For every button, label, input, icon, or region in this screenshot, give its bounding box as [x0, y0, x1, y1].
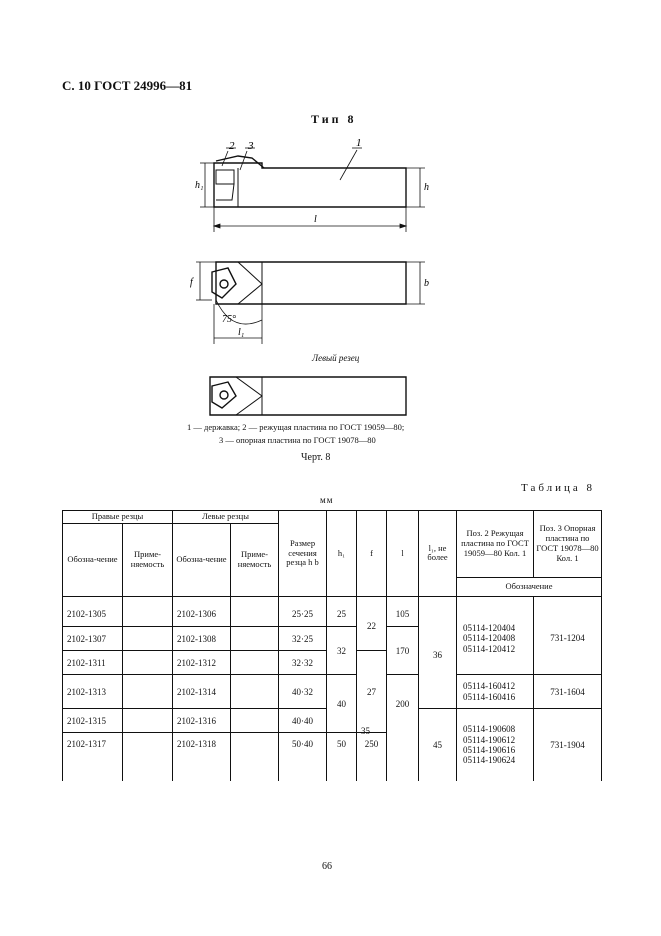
dim-b: b [424, 278, 429, 289]
header-h1: h₁ [327, 511, 357, 597]
left-designation: 2102-1306 [173, 603, 231, 627]
header-right-applicability: Приме-няемость [123, 523, 173, 596]
callout-2: 2 [229, 140, 235, 152]
left-designation: 2102-1308 [173, 627, 231, 651]
header-left-cutters: Левые резцы [173, 511, 279, 524]
section-size: 32·25 [279, 627, 327, 651]
support-plate-1: 731-1204 [534, 603, 602, 675]
left-designation: 2102-1318 [173, 733, 231, 781]
dim-f: f [190, 277, 193, 288]
dim-l1: l₁ [238, 327, 245, 338]
dim-h1: h₁ [195, 180, 204, 191]
dim-l: l [314, 214, 317, 225]
page-header: С. 10 ГОСТ 24996—81 [62, 78, 193, 93]
spec-table [62, 510, 602, 781]
table-units: мм [320, 495, 334, 505]
h1-value: 32 [327, 627, 357, 675]
header-l: l [387, 511, 419, 597]
callout-3: 3 [248, 140, 254, 152]
header-pos3: Поз. 3 Опорная пластина по ГОСТ 19078—80 Кол. 1 [534, 511, 602, 578]
cutting-plates-group-3: 05114-190608 05114-190612 05114-190616 05114-190624 [457, 709, 534, 781]
h1-value: 50 [327, 733, 357, 781]
header-left-applicability: Приме-няемость [231, 523, 279, 596]
right-designation: 2102-1307 [63, 627, 123, 651]
l-value: 105 [387, 603, 419, 627]
dim-h: h [424, 182, 429, 193]
side-view [214, 156, 406, 207]
header-left-designation: Обозна-чение [173, 523, 231, 596]
f-value: 27 [357, 651, 387, 733]
legend [187, 421, 404, 447]
h1-value: 40 [327, 675, 357, 733]
left-designation: 2102-1312 [173, 651, 231, 675]
left-cutter-view [210, 377, 406, 415]
right-designation: 2102-1311 [63, 651, 123, 675]
top-view [212, 262, 406, 304]
left-designation: 2102-1314 [173, 675, 231, 709]
l-value: 200 [387, 675, 419, 733]
legend-line-2: 3 — опорная пластина по ГОСТ 19078—80 [219, 435, 376, 445]
left-cutter-caption: Левый резец [312, 353, 360, 363]
header-right-cutters: Правые резцы [63, 511, 173, 524]
table-title: Таблица 8 [521, 482, 596, 494]
header-l1: l₁, не более [419, 511, 457, 597]
header-section-size: Размер сечения резца h b [279, 511, 327, 597]
f-value-35: 35 [361, 726, 370, 736]
dim-angle: 75° [222, 314, 236, 325]
right-designation: 2102-1317 [63, 733, 123, 781]
l-value: 250 [357, 733, 387, 781]
section-size: 32·32 [279, 651, 327, 675]
table-row [63, 603, 602, 627]
support-plate-2: 731-1604 [534, 675, 602, 709]
callout-1: 1 [356, 137, 362, 149]
page-number: 66 [322, 861, 332, 872]
right-designation: 2102-1315 [63, 709, 123, 733]
header-designation-sub: Обозначение [457, 577, 602, 596]
f-value: 22 [357, 603, 387, 651]
cutting-plates-group-1: 05114-120404 05114-120408 05114-120412 [457, 603, 534, 675]
header-pos2: Поз. 2 Режущая пластина по ГОСТ 19059—80 Кол. 1 [457, 511, 534, 578]
l-value: 170 [387, 627, 419, 675]
section-size: 50·40 [279, 733, 327, 781]
left-designation: 2102-1316 [173, 709, 231, 733]
type-title: Тип 8 [311, 112, 357, 126]
support-plate-3: 731-1904 [534, 709, 602, 781]
section-size: 40·32 [279, 675, 327, 709]
legend-line-1: 1 — державка; 2 — режущая пластина по ГОСТ 19059—80; [187, 422, 405, 432]
l1-value: 36 [419, 603, 457, 709]
cutting-plates-group-2: 05114-160412 05114-160416 [457, 675, 534, 709]
dimension-lines-top [196, 262, 425, 344]
section-size: 25·25 [279, 603, 327, 627]
l1-value: 45 [419, 709, 457, 781]
right-designation: 2102-1305 [63, 603, 123, 627]
header-right-designation: Обозна-чение [63, 523, 123, 596]
table-row [63, 675, 602, 709]
header-f: f [357, 511, 387, 597]
right-designation: 2102-1313 [63, 675, 123, 709]
callout-leaders [222, 148, 362, 180]
section-size: 40·40 [279, 709, 327, 733]
h1-value: 25 [327, 603, 357, 627]
drawing-label: Черт. 8 [301, 452, 331, 463]
